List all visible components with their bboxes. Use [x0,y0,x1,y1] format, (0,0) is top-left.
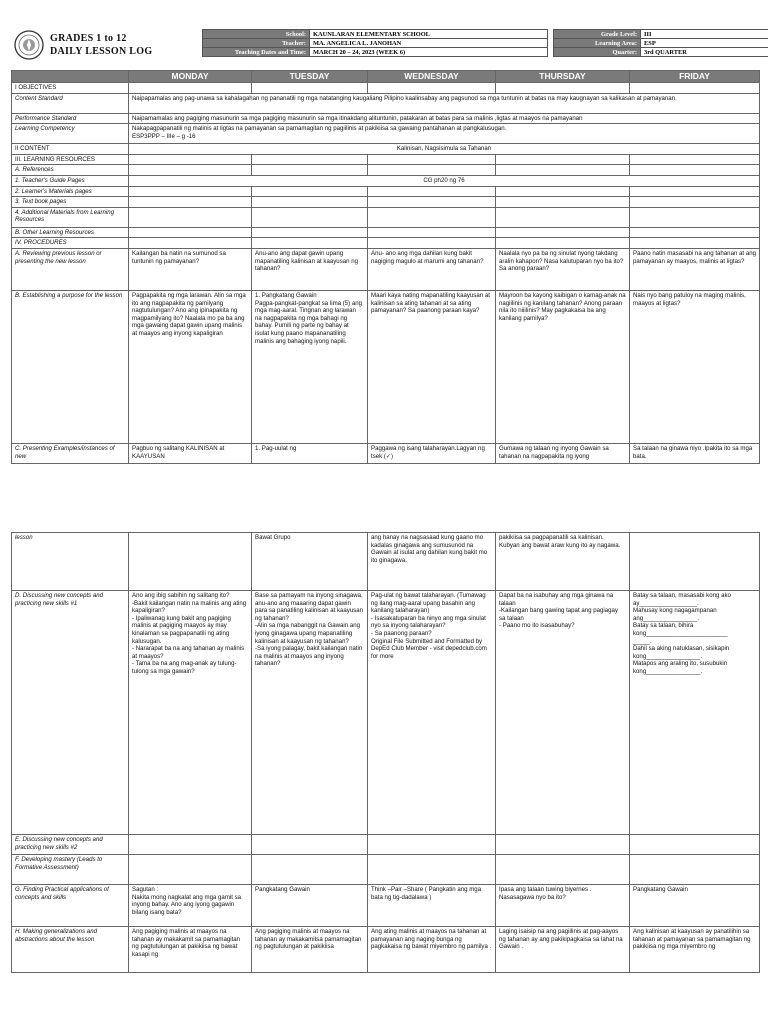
row-f-label: F. Developing mastery (Leads to Formative Assessment) [12,855,129,885]
row-b-tuesday: 1. Pangkatang Gawain Pagpa-pangkat-pangkat sa lima (5) ang mga mag-aaral. Tingnan ang larawan na nagpapakita ng mga bahagi ng bahay. Pumili ng parte ng bahay at isulat kung paano mapananatiling malinis ang bahaging iyong napili. [252,290,368,443]
row-b-friday: Nais nyo bang patuloy na maging malinis, maayos at ligtas? [630,290,760,443]
row-b-thursday: Mayroon ba kayong kaibigan o kamag-anak na nagiilinis ng kanilang tahanan? Anong paraan nila ito niiilinis? May pagkakaisa ba ang kanilang pamilya? [496,290,630,443]
row-h-thursday: Laging isaisip na ang pagiilinis at pag-aayos ng tahanan ay ang pakikipagkaisa sa lahat na Gawain . [496,927,630,973]
row-c-label: C. Presenting Examples/instances of new [12,443,129,463]
page-two [0,524,768,1024]
row-c-wednesday: Paggawa ng isang talaharayan.Lagyan ng tsek (✓) [368,443,496,463]
grade-level-label: Grade Level: [554,30,641,39]
brand-title [50,32,152,58]
content-label: II CONTENT [12,144,129,155]
procedures-heading: IV. PROCEDURES [12,238,129,249]
row-a-label: A. Reviewing previous lesson or presenting the new lesson [12,248,129,290]
row-g-monday: Sagutan : Nakita mong nagkalat ang mga gamit sa inyong bahay. Ano ang iyong gagawin bilang isang bata? [129,885,252,927]
dll-header [12,28,760,64]
references-label: A. References [12,165,129,176]
day-header-wednesday: WEDNESDAY [368,71,496,83]
row-b-monday: Pagpapakita ng mga larawan. Alin sa mga ito ang nagpapakita ng pamilyang nagtutulungan? Ano ang ipinapakita ng magpamilyang ito? Naalala mo pa ba ang mga gawaing dapat gawin upang malinis at maayos ang inyong kapaligiran [129,290,252,443]
row-a-thursday: Naalala nyo pa ba ng sinulat nyong takdang aralin kahapon? Nasa kalutuparan nyo ba ito? Sa anong paraan? [496,248,630,290]
textbook-label: 3. Text book pages [12,197,129,208]
learners-materials-label: 2. Learner's Materials pages [12,186,129,197]
row-c-monday: Pagbuo ng salitang KALINISAN at KAAYUSAN [129,443,252,463]
grade-level-value: III [641,30,768,39]
school-info-table [202,29,548,57]
deped-seal-icon [14,30,44,60]
row-g-wednesday: Think –Pair –Share ( Pangkatin ang mga bata ng tig-dadalawa ) [368,885,496,927]
day-header-thursday: THURSDAY [496,71,630,83]
row-c-cont-thursday: pakikiisa sa pagpapanatili sa kalinisan. Kubyan ang bawat araw kung ito ay nagawa. [496,533,630,591]
quarter-value: 3rd QUARTER [641,48,768,57]
performance-standard-label: Performance Standard [12,113,129,124]
day-header-monday: MONDAY [129,71,252,83]
dates-label: Teaching Dates and Time: [203,48,310,57]
row-h-tuesday: Ang pagiging malinis at maayos na tahanan ay makakamitsa pamamagitan ng pagtutulungan at pakikiisa [252,927,368,973]
row-d-thursday: Dapat ba na isabuhay ang mga ginawa na talaan -Kailangan bang gawing tapat ang pagiagay sa talaan - Paano mo ito isasabuhay? [496,591,630,835]
row-d-label: D. Discussing new concepts and practicing new skills #1 [12,591,129,835]
row-a-monday: Kailangan ba natin na sumunod sa tuntunin ng pamayanan? [129,248,252,290]
row-g-friday: Pangkatang Gawain [630,885,760,927]
corner-header [12,71,129,83]
school-label: School: [203,30,310,39]
row-c-cont-wednesday: ang hanay na nagsasaad kung gaano mo kadalas ginagawa ang sumusunod na Gawain at isulat ang dahilan kung bakit mo ito ginagawa. [368,533,496,591]
row-a-tuesday: Anu-ano ang dapat gawin upang mapanatiling kalinisan at kaayusan ng tahanan? [252,248,368,290]
row-c-tuesday: 1. Pag-uulat ng [252,443,368,463]
lesson-log-table [11,70,760,464]
additional-materials-label: 4. Additional Materials from Learning Resources [12,207,129,227]
teacher-value: MA. ANGELICA L. JANOHAN [310,39,548,48]
row-d-monday: Ano ang ibig sabihin ng salitang ito? -Bakit kailangan natin na malinis ang ating kapaligiran? - Ipaliwanag kung bakit ang pagiging malinis at pagiging maayos ay may kinalaman sa pagpapanatili ng ating kalusugan. - Nararapat ba na ang tahanan ay malinis at maayos? - Tama ba na ang mag-anak ay tulung-tulong sa mga gawain? [129,591,252,835]
day-header-tuesday: TUESDAY [252,71,368,83]
content-standard-label: Content Standard [12,93,129,113]
dates-value: MARCH 20 – 24, 2023 (WEEK 6) [310,48,548,57]
day-header-friday: FRIDAY [630,71,760,83]
lesson-log-table-continued [11,532,760,973]
row-c-cont-friday [630,533,760,591]
row-g-tuesday: Pangkatang Gawain [252,885,368,927]
learning-area-value: ESP [641,39,768,48]
row-c-thursday: Gumawa ng talaan ng inyong Gawain sa tahanan na nagpapakita ng iyong [496,443,630,463]
row-g-thursday: Ipasa ang talaan tuwing biyernes . Nasasagawa nyo ba ito? [496,885,630,927]
row-c-friday: Sa talaan na ginawa niyo .Ipakita ito sa mga bata. [630,443,760,463]
other-resources-label: B. Other Learning Resources [12,227,129,238]
brand-line-2: DAILY LESSON LOG [50,46,153,57]
teacher-label: Teacher: [203,39,310,48]
competency-label: Learning Competency [12,124,129,144]
quarter-label: Quarter: [554,48,641,57]
row-h-label: H. Making generalizations and abstractions about the lesson [12,927,129,973]
objectives-heading: I OBJECTIVES [12,83,129,94]
row-h-monday: Ang pagiging malinis at maayos na tahanan ay makakamit sa pamamagitan ng pagtutulungan at pakikiisa ng bawat kasapi ng [129,927,252,973]
row-b-wednesday: Maari kaya nating mapanatiling kaayusan at kalinisan sa ating tahanan at sa ating pamayanan? Sa paanong paraan kaya? [368,290,496,443]
row-a-wednesday: Anu- ano ang mga dahilan kung bakit nagiging magulo at marumi ang tahanan? [368,248,496,290]
page-gap [0,480,768,524]
learning-area-label: Learning Area: [554,39,641,48]
row-c-cont-tuesday: Bawat Grupo [252,533,368,591]
resources-heading: III. LEARNING RESOURCES [12,154,129,165]
page-one [0,0,768,480]
teachers-guide-label: 1. Teacher's Guide Pages [12,175,129,186]
school-value: KAUNLARAN ELEMENTARY SCHOOL [310,30,548,39]
row-h-friday: Ang kalinisan at kaayusan ay panatilihin sa tahanan at pamayanan sa pamamagitan ng pakikiisa ng mga miyembro ng [630,927,760,973]
teachers-guide-text: CG ph20 ng 76 [129,175,760,186]
row-e-label: E. Discussing new concepts and practicing new skills #2 [12,835,129,855]
row-g-label: G. Finding Practical applications of concepts and skills [12,885,129,927]
row-a-friday: Paano natin masasabi na ang tahanan at ang pamayanan ay maayos, malinis at ligtas? [630,248,760,290]
content-standard-text: Naipapamalas ang pag-unawa sa kahalagahan ng pananatili ng mga natatanging kaugaliang Pilipino kaalinsabay ang pagsunod sa mga tuntunin at batas na may kaugnayan sa kalikasan at pamayanan. [129,93,760,113]
row-c-cont-label: lesson [12,533,129,591]
row-d-wednesday: Pag-ulat ng bawat talaharayan. (Tumawag ng ilang mag-aaral upang basahin ang kanilang talaharayan) - Isasakatuparan ba ninyo ang mga sinulat nyo sa inyong talaharayan? - Sa paanong paraan? Original File Submitted and Formatted by DepEd Club Member - visit depedclub.com for more [368,591,496,835]
grade-info-table [553,29,768,57]
content-text: Kalinisan, Nagsisimula sa Tahanan [129,144,760,155]
performance-standard-text: Naipamamalas ang pagiging masunurin sa mga pagiging masunurin sa mga itinakdang alituntunin, patakaran at batas para sa malinis ,ligtas at maayos na pamayanan [129,113,760,124]
row-h-wednesday: Ang ating malinis at maayos na tahanan at pamayanan ang naging bunga ng pagkakaisa ng bawat miyembro ng pamilya . [368,927,496,973]
row-d-friday: Batay sa talaan, masasabi kong ako ay_________________. Mahusay kong nagagampanan ang________________. Batay sa talaan, bihira kong________________________ _____. Dahil sa aking natuklasan, sisikapin kong________________. Matapos ang araling ito, susubukin kong________________. [630,591,760,835]
row-c-cont-monday [129,533,252,591]
brand-line-1: GRADES 1 to 12 [50,33,127,44]
competency-text: Nakapagpapanatili ng malinis at ligtas na pamayanan sa pamamagitan ng pagiilinis at pakikiisa sa gawaing pantahanan at pangkalusugan. ESP3PPP – IIIe – g -16 [129,124,760,144]
row-d-tuesday: Base sa pamayam na inyong sinagawa, anu-ano ang maaaring dapat gawin para sa panatiling kalinisan at kaayusan ng tahanan? -Alin sa mga nabanggit na Gawain ang iyong ginagawa upang mapanatiling kalinisan at kaayusan ng tahanan? -Sa iyong palagay, bakit kailangan natin na malinis at maayos ang inyong tahanan? [252,591,368,835]
row-b-label: B. Establishing a purpose for the lesson [12,290,129,443]
